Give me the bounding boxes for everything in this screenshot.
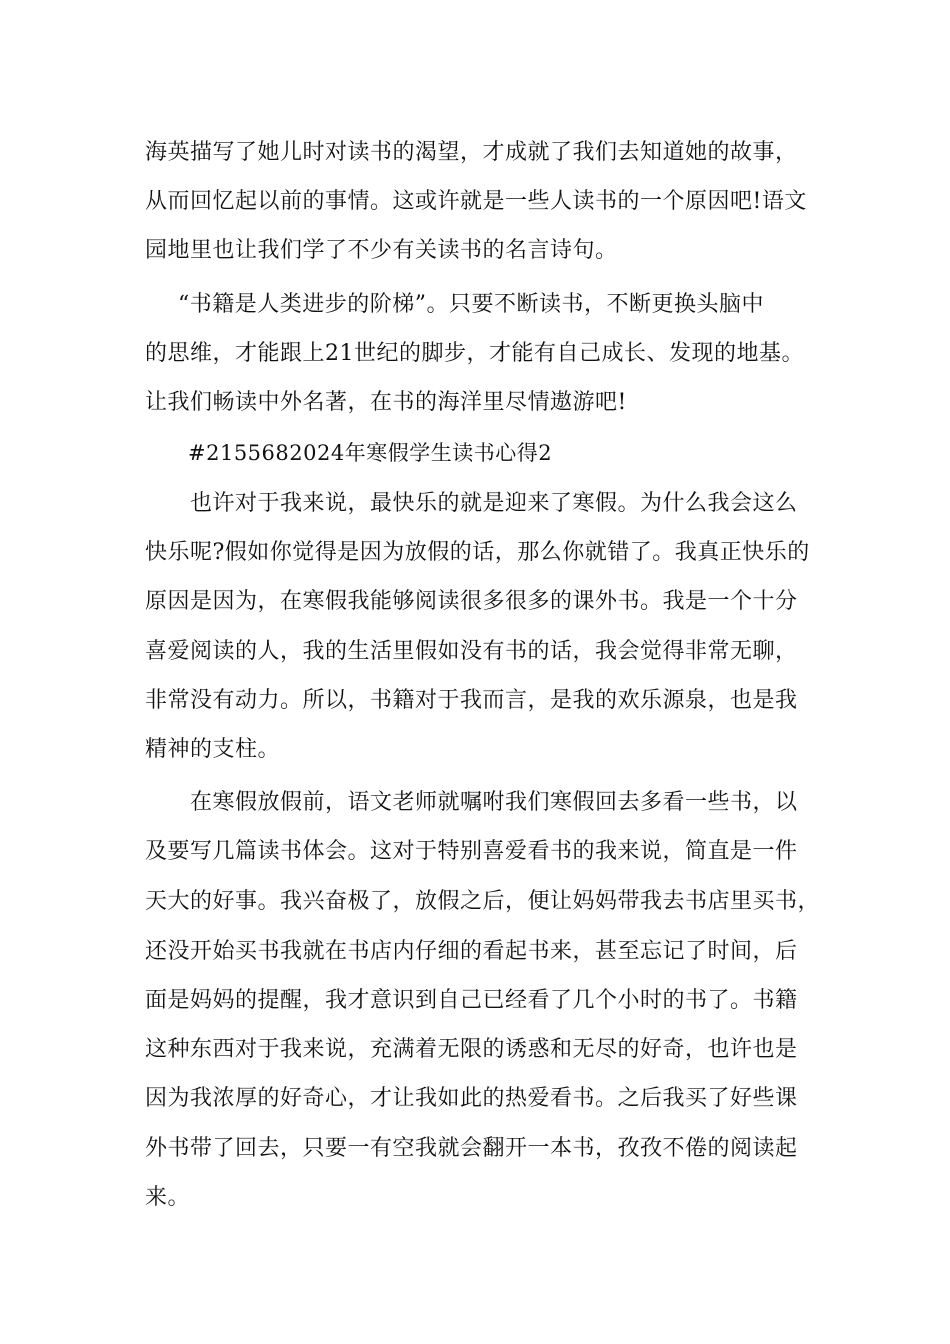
text-line: 园地里也让我们学了不少有关读书的名言诗句。: [145, 238, 618, 263]
text-line: 从而回忆起以前的事情。这或许就是一些人读书的一个原因吧!语文: [145, 189, 807, 214]
text-line: 原因是因为，在寒假我能够阅读很多很多的课外书。我是一个十分: [145, 589, 798, 614]
text-line: “书籍是人类进步的阶梯”。只要不断读书，不断更换头脑中: [178, 292, 764, 317]
text-line: 精神的支柱。: [145, 737, 281, 762]
text-line: 外书带了回去，只要一有空我就会翻开一本书，孜孜不倦的阅读起: [145, 1136, 798, 1161]
text-line: 面是妈妈的提醒，我才意识到自己已经看了几个小时的书了。书籍: [145, 988, 798, 1013]
text-line: 因为我浓厚的好奇心，才让我如此的热爱看书。之后我买了好些课: [145, 1086, 798, 1111]
text-line: 来。: [145, 1185, 191, 1210]
text-line: 还没开始买书我就在书店内仔细的看起书来，甚至忘记了时间，后: [145, 939, 798, 964]
text-line: 的思维，才能跟上21世纪的脚步，才能有自己成长、发现的地基。: [145, 341, 804, 366]
text-line: 这种东西对于我来说，充满着无限的诱惑和无尽的好奇，也许也是: [145, 1037, 798, 1062]
text-line: 也许对于我来说，最快乐的就是迎来了寒假。为什么我会这么: [190, 491, 798, 516]
text-line: 天大的好事。我兴奋极了，放假之后，便让妈妈带我去书店里买书，: [145, 889, 821, 914]
text-line: 在寒假放假前，语文老师就嘱咐我们寒假回去多看一些书，以: [190, 790, 798, 815]
text-line: 喜爱阅读的人，我的生活里假如没有书的话，我会觉得非常无聊，: [145, 639, 798, 664]
text-line: 及要写几篇读书体会。这对于特别喜爱看书的我来说，简直是一件: [145, 839, 798, 864]
text-line: 海英描写了她儿时对读书的渴望，才成就了我们去知道她的故事，: [145, 140, 798, 165]
text-line: 快乐呢?假如你觉得是因为放假的话，那么你就错了。我真正快乐的: [145, 540, 810, 565]
text-line: 让我们畅读中外名著，在书的海洋里尽情遨游吧!: [145, 390, 627, 415]
section-heading: #2155682024年寒假学生读书心得2: [188, 441, 553, 465]
text-line: 非常没有动力。所以，书籍对于我而言，是我的欢乐源泉，也是我: [145, 688, 798, 713]
